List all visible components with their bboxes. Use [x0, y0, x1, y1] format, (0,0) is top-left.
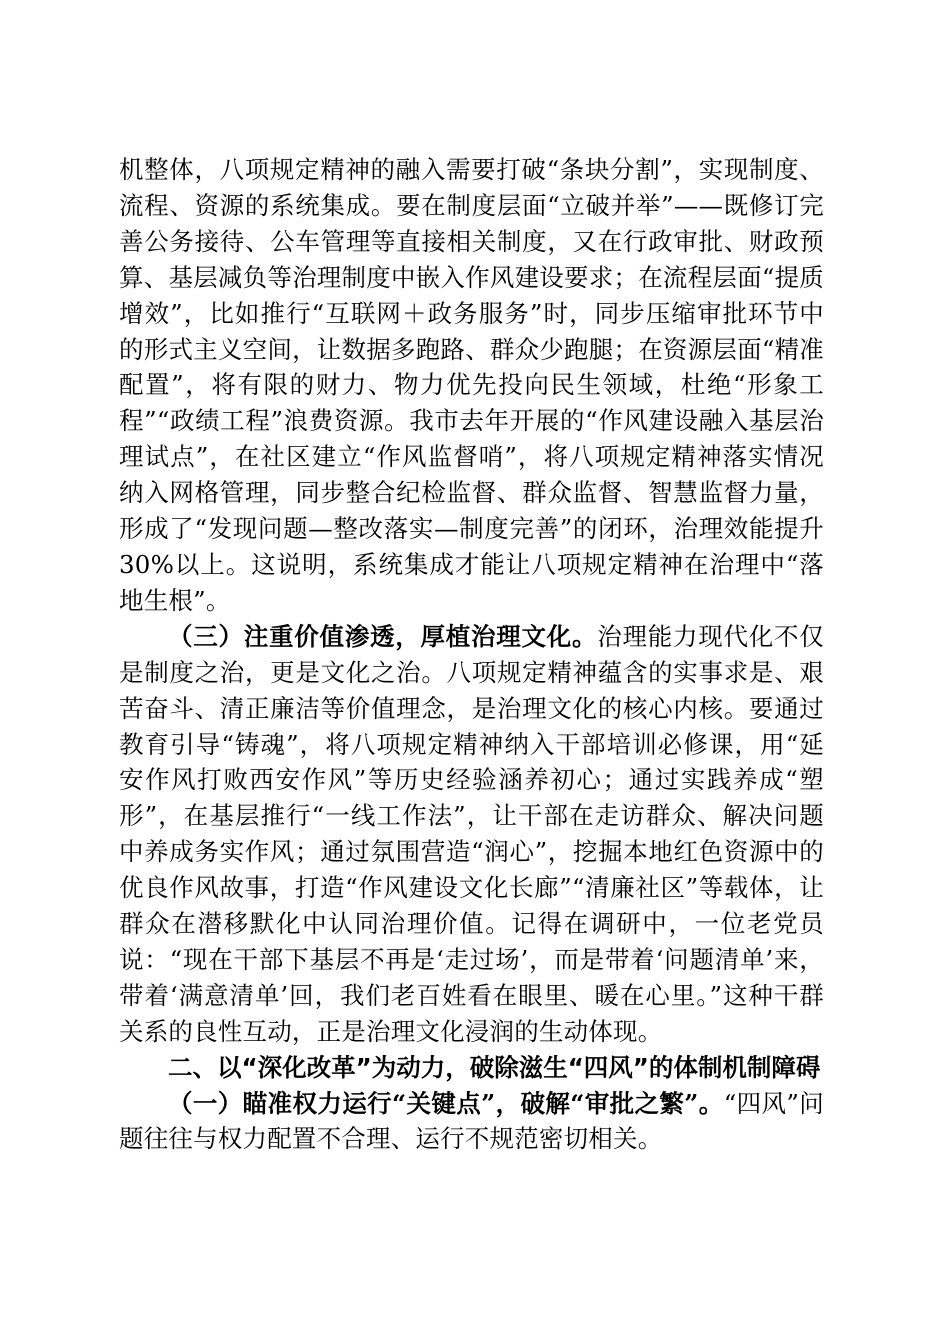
paragraph-system-integration: 机整体，八项规定精神的融入需要打破“条块分割”，实现制度、流程、资源的系统集成。要在制度层面“立破并举”——既修订完善公务接待、公车管理等直接相关制度，又在行政审批、财政预算、基层减负等治理制度中嵌入作风建设要求；在流程层面“提质增效”，比如推行“互联网＋政务服务”时，同步压缩审批环节中的形式主义空间，让数据多跑路、群众少跑腿；在资源层面“精准配置”，将有限的财力、物力优先投向民生领域，杜绝“形象工程”“政绩工程”浪费资源。我市去年开展的“作风建设融入基层治理试点”，在社区建立“作风监督哨”，将八项规定精神落实情况纳入网格管理，同步整合纪检监督、群众监督、智慧监督力量，形成了“发现问题—整改落实—制度完善”的闭环，治理效能提升30%以上。这说明，系统集成才能让八项规定精神在治理中“落地生根”。: [119, 155, 824, 615]
section-heading-2: 二、以“深化改革”为动力，破除滋生“四风”的体制机制障碍: [168, 1052, 821, 1082]
paragraph-power-operation: [119, 1086, 824, 1158]
paragraph-power-operation-body: “四风”问题往往与权力配置不合理、运行不规范密切相关。: [119, 1088, 824, 1154]
subsection-heading-3: （三）注重价值渗透，厚植治理文化。: [168, 621, 598, 651]
paragraph-value-infiltration: [119, 619, 824, 1050]
paragraph-value-infiltration-body: 治理能力现代化不仅是制度之治，更是文化之治。八项规定精神蕴含的实事求是、艰苦奋斗、清正廉洁等价值理念，是治理文化的核心内核。要通过教育引导“铸魂”，将八项规定精神纳入干部培训必修课，用“延安作风打败西安作风”等历史经验涵养初心；通过实践养成“塑形”，在基层推行“一线工作法”，让干部在走访群众、解决问题中养成务实作风；通过氛围营造“润心”，挖掘本地红色资源中的优良作风故事，打造“作风建设文化长廊”“清廉社区”等载体，让群众在潜移默化中认同治理价值。记得在调研中，一位老党员说：“现在干部下基层不再是‘走过场’，而是带着‘问题清单’来，带着‘满意清单’回，我们老百姓看在眼里、暖在心里。”这种干群关系的良性互动，正是治理文化浸润的生动体现。: [119, 621, 824, 1046]
subsection-heading-1: （一）瞄准权力运行“关键点”，破解“审批之繁”。: [168, 1088, 724, 1118]
document-page: [119, 152, 824, 1157]
